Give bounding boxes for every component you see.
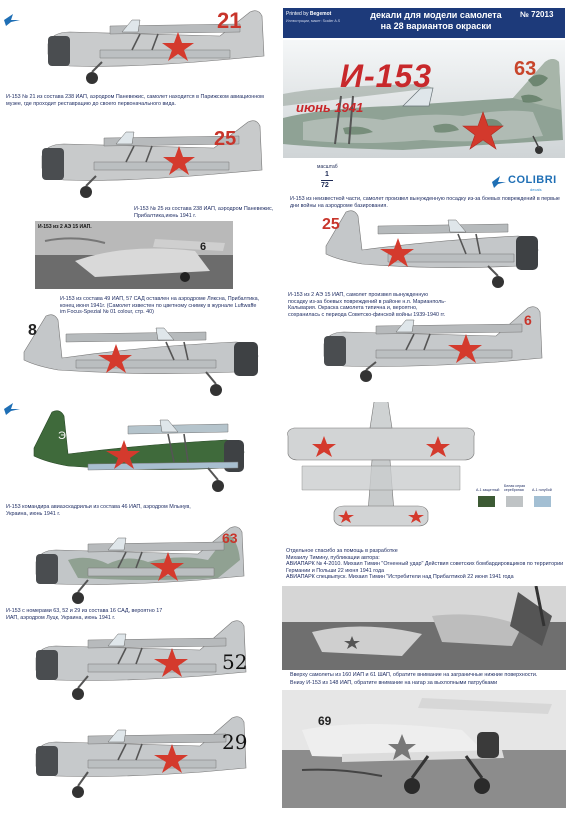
hero-tail-number: 63 [514,58,537,80]
bird-icon [4,402,20,416]
plane-profile-25-right [318,206,548,290]
photo-2-content [282,586,566,670]
photo-3-content [282,690,566,808]
credits-block [286,548,566,581]
colibri-logo [492,174,562,196]
swatch-label-1: А-1 защитный [476,488,500,492]
credits-line-4: АВИАПАРК спецвыпуск. Михаил Тимин "Истребители над Прибалтикой 22 июня 1941 года [286,574,514,581]
plane-63-caption: И-153 с номерами 63, 52 и 29 из состава 16 САД, вероятно 17 ИАП, аэродром Луцк, Украина, июнь 1941 г. [6,608,163,621]
plane-25-caption: И-153 № 25 из состава 238 ИАП, аэродром Паневежис, Прибалтика,июнь 1941 г. [134,206,274,219]
plane-25-number: 25 [214,128,237,150]
swatch-color-1 [478,496,495,507]
title-line-1: декали для модели самолета [370,10,502,20]
bird-icon [492,176,506,188]
plane-profile-green [28,408,250,494]
historical-photo-3 [282,690,566,808]
hero-date: июнь 1941 [296,100,364,115]
bird-icon [4,14,20,26]
unknown-unit-caption: И-153 из неизвестной части, самолет произвел вынужденную посадку из-за боевых повреждений в первые дни войны на аэродроме базирования. [290,196,560,209]
plane-6-number: 6 [524,312,532,328]
historical-photo-1 [35,221,233,289]
plane-profile-6 [316,300,552,384]
photo-1-content [35,221,233,289]
photo-3-number: 69 [318,714,332,728]
plane-29-illustration [28,708,256,804]
plane-25-right-illustration [318,206,548,290]
plane-8-illustration [6,312,270,398]
swatch-label-2: Белая серая серебряная [504,484,526,492]
brand-sub: decals [530,187,542,192]
plane-52-number: 52 [222,650,248,674]
credits-line-3: АВИАПАРК № 4-2010. Михаил Тимин "Огненный удар" Действия советских бомбардировщиков по территории Германии и Польши 22 июня 1941 года [286,561,564,574]
plane-63-illustration [28,520,252,606]
photo-2-caption-bottom: Внизу И-153 из 148 ИАП, обратите внимание на нагар за выхлопными патрубками [290,680,498,686]
plane-6-illustration [316,300,552,384]
printer-name: Begemot [309,11,332,17]
photo-2-caption-top: Вверху самолеты из 160 ИАП и 61 ШАП, обратите внимание на заграничные нижние поверхности. [290,672,538,678]
printed-by-label: Printed by [286,11,309,17]
scale-top: 1 [325,171,329,178]
plane-6-caption: И-153 из 2 АЭ 15 ИАП, самолет произвел вынужденную посадку из-за боевых повреждений в районе н.п. Марианполь-Кальвария. Окраска самолета типична и, вероятно, сохранилась с периода Советско-финской войны 1939-1940 гг. [288,292,446,318]
brand-name: COLIBRI [508,174,557,186]
swatch-color-2 [506,496,523,507]
credits-line-1: Отдельное спасибо за помощь в разработке [286,548,398,554]
plane-green-caption: И-153 командира авиаэскадрильи из состава 46 ИАП, аэродром Млынув, Украина, июнь 1941 г. [6,504,191,517]
plane-green-number: Э [58,430,66,442]
swatch-label-3: А-1 голубой [532,488,552,492]
illustrations-credit: Иллюстрации, макет: Scalier A.S [286,19,341,23]
plane-25-right-number: 25 [322,216,340,233]
plane-profile-29 [28,708,256,804]
photo-1-label: И-153 из 2 АЭ 15 ИАП. [38,224,92,230]
plane-8-number: 8 [28,322,37,339]
scale-bottom: 72 [321,182,329,189]
plane-63-number: 63 [222,530,238,546]
plane-8-caption: И-153 из состава 49 ИАП, 57 САД оставлен на аэродроме Ляксна, Прибалтика, конец июня 1941г. (Самолет известен по цветному снимку в журнале Luftwaffe im Focus-Spezial № 01 colour, стр. 40) [60,296,260,316]
plane-profile-8 [6,312,270,398]
swatch-color-3 [534,496,551,507]
title-line-2: на 28 вариантов окраски [380,21,492,31]
scale-divider [321,180,333,181]
plane-top-view [284,402,478,534]
hero-title: И-153 [340,58,433,94]
photo-1-number: 6 [200,241,207,253]
catalog-number: № 72013 [520,10,554,19]
top-view-illustration [284,402,478,534]
credits-line-2: Михаилу Тимину, публикации автора: [286,554,380,561]
plane-21-caption: И-153 № 21 из состава 238 ИАП, аэродром Паневежис, самолет находится в Парижском авиационном музее, где проходит реставрацию до своего первоначального вида. [6,94,264,107]
plane-profile-63 [28,520,252,606]
historical-photo-2 [282,586,566,670]
plane-21-number: 21 [217,8,242,33]
plane-green-illustration [28,408,250,494]
scale-label: масштаб [317,164,338,170]
printed-by [286,11,331,17]
plane-29-number: 29 [222,730,248,754]
